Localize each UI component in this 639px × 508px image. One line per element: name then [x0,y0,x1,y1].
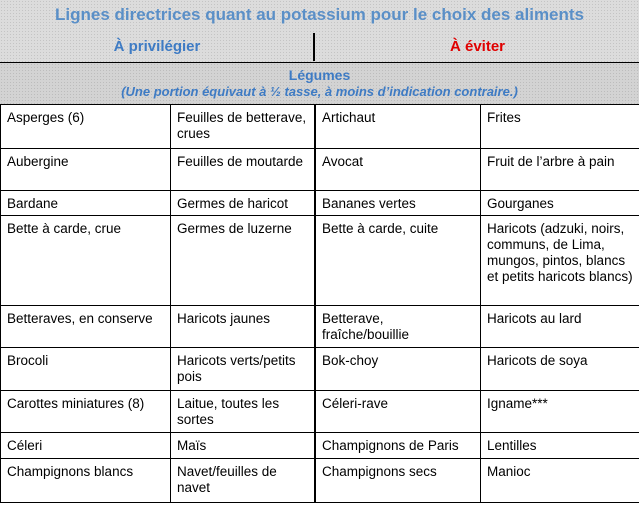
table-row [1,191,639,216]
section-title: Légumes [288,67,351,83]
table-cell: Fruit de l’arbre à pain [481,149,639,191]
table-cell: Haricots au lard [481,306,639,348]
table-cell: Navet/feuilles de navet [171,459,316,503]
table-cell: Céleri-rave [315,391,481,433]
table-cell: Bette à carde, crue [1,216,171,306]
table-cell: Bette à carde, cuite [315,216,481,306]
table-cell: Lentilles [481,433,639,459]
column-divider [313,33,315,61]
table-cell: Carottes miniatures (8) [1,391,171,433]
section-header [0,62,639,104]
table-cell: Bananes vertes [315,191,481,216]
table-row [1,216,639,306]
table-row [1,391,639,433]
table-cell: Brocoli [1,348,171,391]
table-row [1,459,639,503]
table-row [1,306,639,348]
table-cell: Champignons de Paris [315,433,481,459]
table-cell: Champignons blancs [1,459,171,503]
table-cell: Germes de haricot [171,191,316,216]
table-cell: Avocat [315,149,481,191]
table-row [1,348,639,391]
column-header-avoid: À éviter [449,38,506,55]
table-cell: Feuilles de betterave, crues [171,105,316,149]
table-cell: Feuilles de moutarde [171,149,316,191]
table-cell: Igname*** [481,391,639,433]
table-cell: Céleri [1,433,171,459]
page-title: Lignes directrices quant au potassium pour le choix des aliments [54,5,585,24]
table-cell: Germes de luzerne [171,216,316,306]
table-cell: Artichaut [315,105,481,149]
table-row [1,433,639,459]
table-row [1,149,639,191]
table-cell: Bok-choy [315,348,481,391]
table-cell: Bardane [1,191,171,216]
table-cell: Haricots verts/petits pois [171,348,316,391]
table-cell: Betterave, fraîche/bouillie [315,306,481,348]
vegetables-table [0,104,639,503]
table-cell: Asperges (6) [1,105,171,149]
table-cell: Betteraves, en conserve [1,306,171,348]
column-header-prefer: À privilégier [113,38,201,55]
table-cell: Laitue, toutes les sortes [171,391,316,433]
table-cell: Gourganes [481,191,639,216]
table-cell: Haricots de soya [481,348,639,391]
table-cell: Haricots (adzuki, noirs, communs, de Lima, mungos, pintos, blancs et petits haricots blancs) [481,216,639,306]
table-row [1,105,639,149]
section-note: (Une portion équivaut à ½ tasse, à moins d’indication contraire.) [121,84,518,99]
table-cell: Champignons secs [315,459,481,503]
table-cell: Aubergine [1,149,171,191]
table-cell: Maïs [171,433,316,459]
table-cell: Frites [481,105,639,149]
table-cell: Manioc [481,459,639,503]
table-cell: Haricots jaunes [171,306,316,348]
title-band [0,0,639,62]
